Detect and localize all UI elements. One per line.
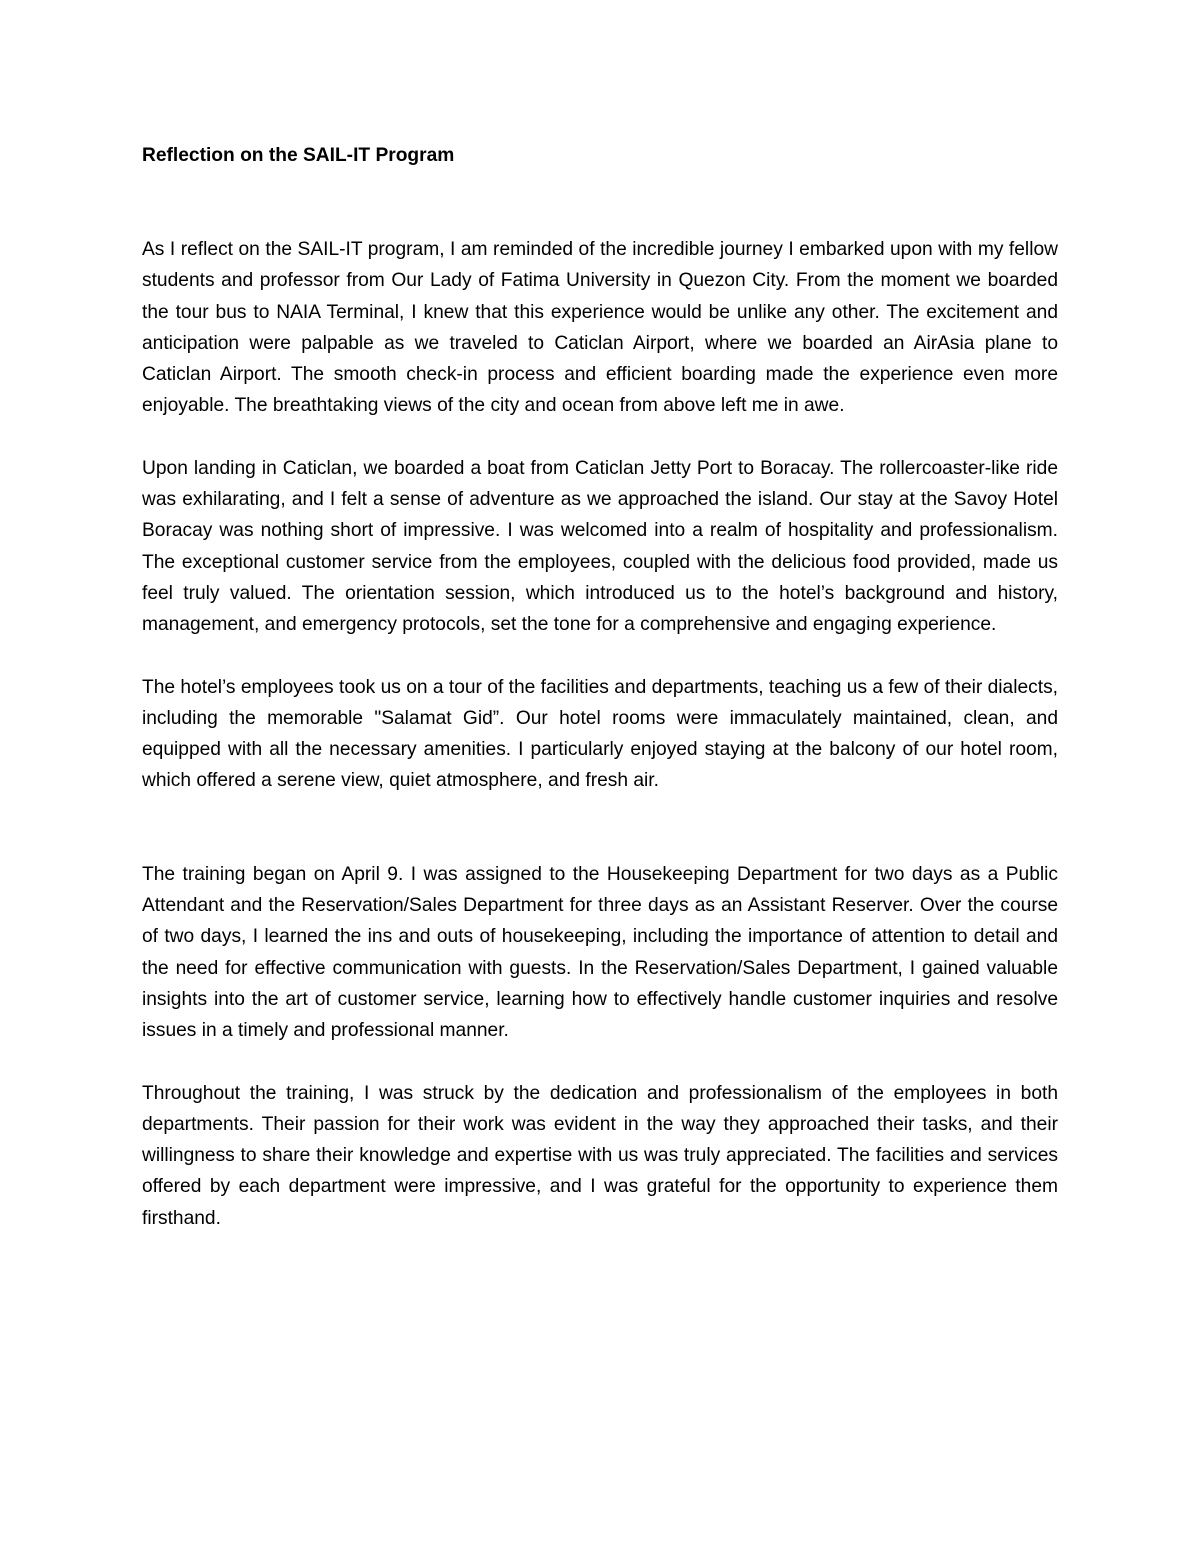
document-title: Reflection on the SAIL-IT Program bbox=[142, 145, 455, 166]
document-body bbox=[142, 140, 1058, 1234]
paragraph-2: Upon landing in Caticlan, we boarded a boat from Caticlan Jetty Port to Boracay. The rollercoaster-like ride was exhilarating, and I felt a sense of adventure as we approached the island. Our stay at the Savoy Hotel Boracay was nothing short of impressive. I was welcomed into a realm of hospitality and professionalism. The exceptional customer service from the employees, coupled with the delicious food provided, made us feel truly valued. The orientation session, which introduced us to the hotel’s background and history, management, and emergency protocols, set the tone for a comprehensive and engaging experience. bbox=[142, 457, 1058, 636]
paragraph-1: As I reflect on the SAIL-IT program, I am reminded of the incredible journey I embarked upon with my fellow students and professor from Our Lady of Fatima University in Quezon City. From the moment we boarded the tour bus to NAIA Terminal, I knew that this experience would be unlike any other. The excitement and anticipation were palpable as we traveled to Caticlan Airport, where we boarded an AirAsia plane to Caticlan Airport. The smooth check-in process and efficient boarding made the experience even more enjoyable. The breathtaking views of the city and ocean from above left me in awe. bbox=[142, 239, 1058, 417]
paragraph-4: The training began on April 9. I was assigned to the Housekeeping Department for two days as a Public Attendant and the Reservation/Sales Department for three days as an Assistant Reserver. Over the course of two days, I learned the ins and outs of housekeeping, including the importance of attention to detail and the need for effective communication with guests. In the Reservation/Sales Department, I gained valuable insights into the art of customer service, learning how to effectively handle customer inquiries and resolve issues in a timely and professional manner. bbox=[142, 863, 1058, 1042]
paragraph-5: Throughout the training, I was struck by the dedication and professionalism of the employees in both departments. Their passion for their work was evident in the way they approached their tasks, and their willingness to share their knowledge and expertise with us was truly appreciated. The facilities and services offered by each department were impressive, and I was grateful for the opportunity to experience them firsthand. bbox=[142, 1082, 1058, 1229]
paragraph-3: The hotel’s employees took us on a tour of the facilities and departments, teaching us a few of their dialects, including the memorable "Salamat Gid”. Our hotel rooms were immaculately maintained, clean, and equipped with all the necessary amenities. I particularly enjoyed staying at the balcony of our hotel room, which offered a serene view, quiet atmosphere, and fresh air. bbox=[142, 676, 1058, 792]
